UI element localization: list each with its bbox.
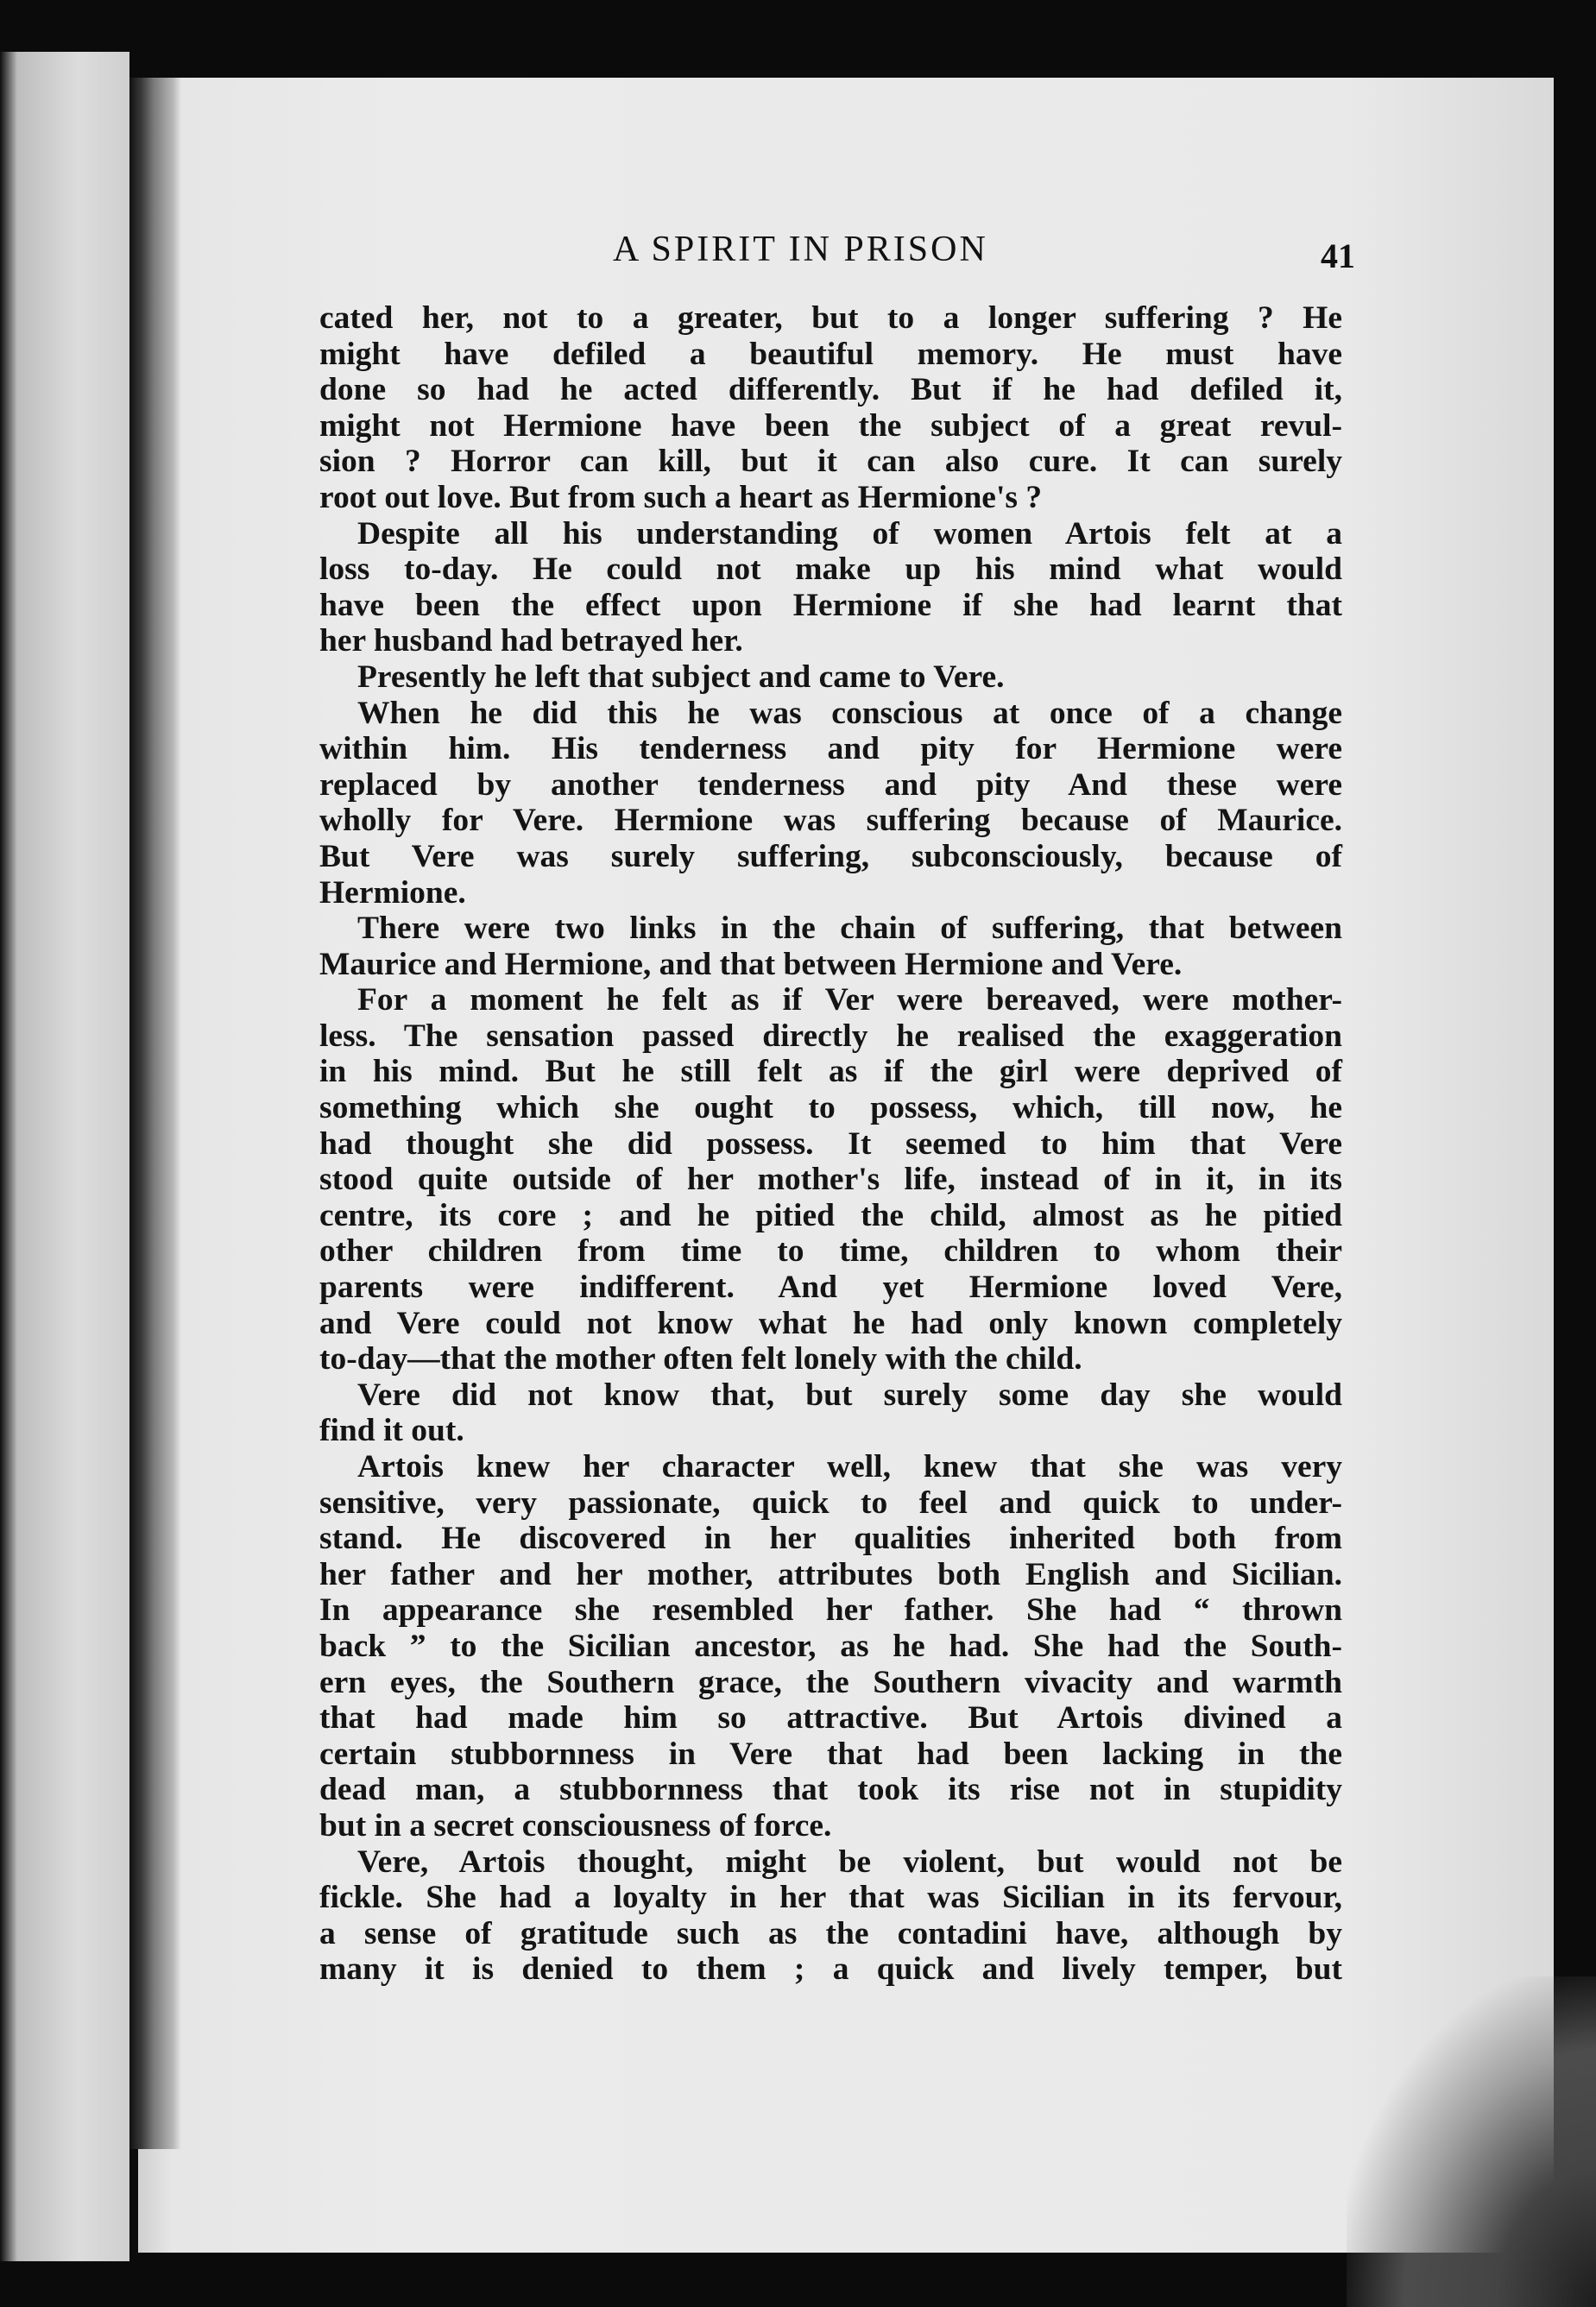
book-binding-gutter [129, 78, 181, 2149]
text-line: within him. His tenderness and pity for Hermione were [319, 731, 1342, 767]
text-line: wholly for Vere. Hermione was suffering because of Maurice. [319, 803, 1342, 839]
text-line: done so had he acted differently. But if he had defiled it, [319, 372, 1342, 408]
text-line: There were two links in the chain of suffering, that between [357, 911, 1342, 947]
text-line: In appearance she resembled her father. She had “ thrown [319, 1592, 1342, 1629]
text-line: in his mind. But he still felt as if the girl were deprived of [319, 1054, 1342, 1090]
text-line: sion ? Horror can kill, but it can also cure. It can surely [319, 444, 1342, 480]
page-header [319, 229, 1355, 280]
text-line: have been the effect upon Hermione if she had learnt that [319, 587, 1342, 623]
text-line: to-day—that the mother often felt lonely with the child. [319, 1341, 1082, 1377]
text-line: might have defiled a beautiful memory. He must have [319, 336, 1342, 372]
text-line: When he did this he was conscious at once of a change [357, 695, 1342, 731]
text-line: something which she ought to possess, which, till now, he [319, 1090, 1342, 1126]
text-line: her father and her mother, attributes both English and Sicilian. [319, 1556, 1342, 1592]
text-line: Hermione. [319, 874, 466, 911]
text-line: that had made him so attractive. But Artois divined a [319, 1700, 1342, 1737]
text-line: cated her, not to a greater, but to a longer suffering ? He [319, 300, 1342, 336]
page-number: 41 [1321, 236, 1355, 275]
worn-page-corner [1347, 1976, 1596, 2307]
text-line: had thought she did possess. It seemed to him that Vere [319, 1125, 1342, 1162]
text-line: Artois knew her character well, knew that she was very [357, 1449, 1342, 1484]
text-line: Maurice and Hermione, and that between Hermione and Vere. [319, 946, 1183, 982]
text-line: and Vere could not know what he had only known completely [319, 1305, 1342, 1341]
text-line: Vere did not know that, but surely some day she would [357, 1377, 1342, 1413]
text-line: find it out. [319, 1413, 464, 1449]
text-line: replaced by another tenderness and pity And these were [319, 766, 1342, 803]
text-line: For a moment he felt as if Ver were bereaved, were mother- [357, 982, 1342, 1018]
text-line: many it is denied to them ; a quick and lively temper, but [319, 1951, 1342, 1988]
text-line: other children from time to time, children to whom their [319, 1233, 1342, 1270]
text-line: Vere, Artois thought, might be violent, but would not be [357, 1844, 1342, 1880]
text-line: centre, its core ; and he pitied the child, almost as he pitied [319, 1197, 1342, 1233]
text-line: certain stubbornness in Vere that had been lacking in the [319, 1736, 1342, 1772]
text-line: dead man, a stubbornness that took its rise not in stupidity [319, 1772, 1342, 1808]
running-head: A SPIRIT IN PRISON [613, 230, 988, 269]
text-line: but in a secret consciousness of force. [319, 1807, 832, 1844]
text-line: might not Hermione have been the subject of a great revul- [319, 407, 1342, 444]
left-page-edge [0, 52, 129, 2261]
text-line: stand. He discovered in her qualities inherited both from [319, 1521, 1342, 1557]
text-line: Presently he left that subject and came to Vere. [357, 659, 1005, 695]
text-line: fickle. She had a loyalty in her that was Sicilian in its fervour, [319, 1880, 1342, 1916]
text-line: parents were indifferent. And yet Hermione loved Vere, [319, 1270, 1342, 1306]
text-line: But Vere was surely suffering, subconsciously, because of [319, 838, 1342, 874]
text-line: root out love. But from such a heart as Hermione's ? [319, 479, 1043, 515]
text-line: less. The sensation passed directly he realised the exaggeration [319, 1018, 1342, 1054]
text-line: her husband had betrayed her. [319, 623, 743, 659]
text-line: back ” to the Sicilian ancestor, as he had. She had the South- [319, 1628, 1342, 1664]
text-line: sensitive, very passionate, quick to feel and quick to under- [319, 1484, 1342, 1521]
text-line: ern eyes, the Southern grace, the Southern vivacity and warmth [319, 1664, 1342, 1700]
body-text [319, 300, 1342, 1988]
text-line: stood quite outside of her mother's life, instead of in it, in its [319, 1162, 1342, 1198]
text-line: a sense of gratitude such as the contadini have, although by [319, 1915, 1342, 1951]
text-line: loss to-day. He could not make up his mind what would [319, 552, 1342, 588]
text-line: Despite all his understanding of women Artois felt at a [357, 515, 1342, 552]
